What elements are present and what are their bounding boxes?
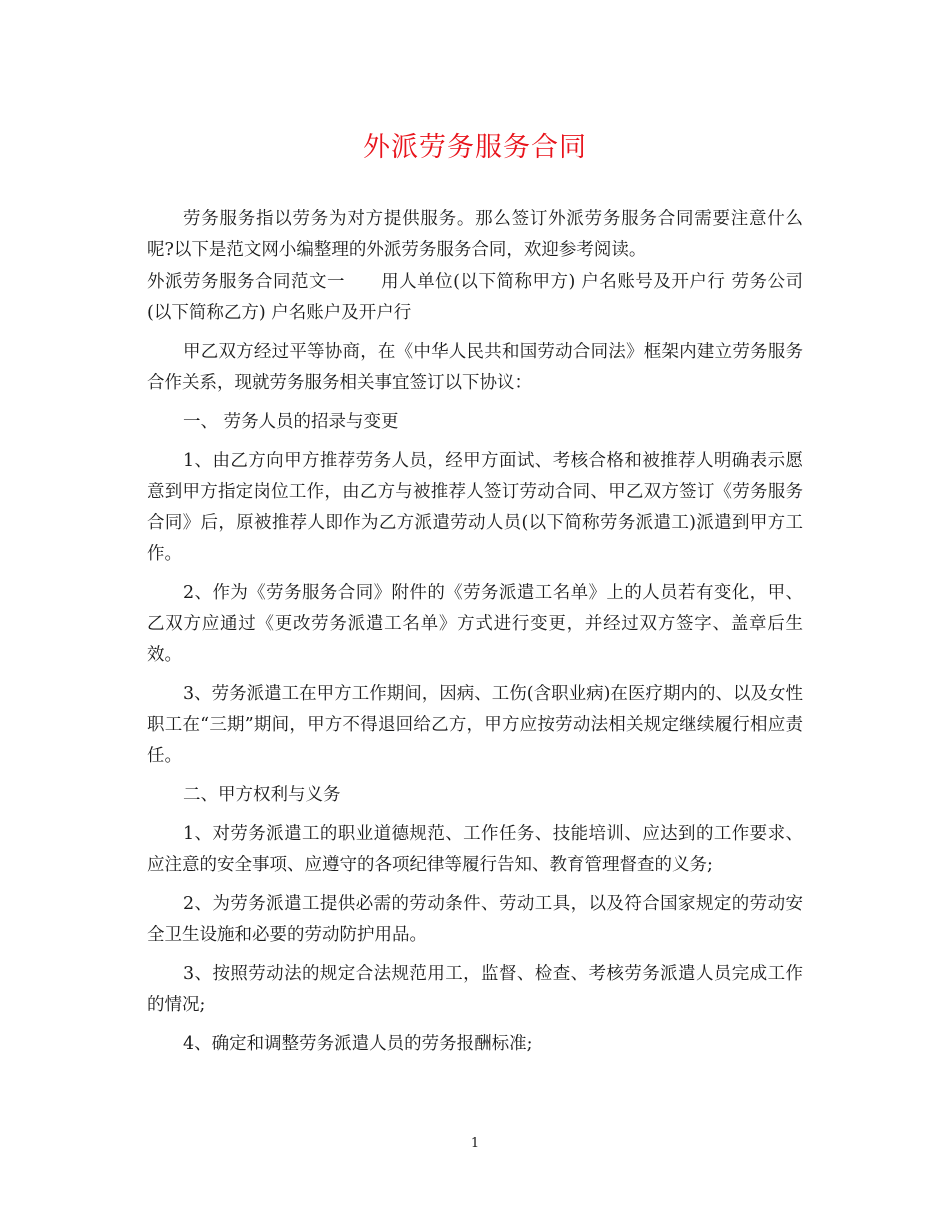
intro-paragraph: 劳务服务指以劳务为对方提供服务。那么签订外派劳务服务合同需要注意什么呢?以下是范文网小编整理的外派劳务服务合同，欢迎参考阅读。 bbox=[147, 209, 803, 260]
clause-1-1: 1、由乙方向甲方推荐劳务人员，经甲方面试、考核合格和被推荐人明确表示愿意到甲方指定岗位工作，由乙方与被推荐人签订劳动合同、甲乙双方签订《劳务服务合同》后，原被推荐人即作为乙方派遣劳动人员(以下简称劳务派遣工)派遣到甲方工作。 bbox=[147, 451, 803, 564]
agreement-paragraph: 甲乙双方经过平等协商，在《中华人民共和国劳动合同法》框架内建立劳务服务合作关系，现就劳务服务相关事宜签订以下协议： bbox=[147, 342, 803, 393]
clause-2-4: 4、确定和调整劳务派遣人员的劳务报酬标准; bbox=[183, 1034, 533, 1054]
page-number: 1 bbox=[470, 1136, 480, 1151]
parties-paragraph: 外派劳务服务合同范文一 用人单位(以下简称甲方) 户名账号及开户行 劳务公司(以下简称乙方) 户名账户及开户行 bbox=[147, 272, 803, 323]
clause-1-2: 2、作为《劳务服务合同》附件的《劳务派遣工名单》上的人员若有变化，甲、乙双方应通过《更改劳务派遣工名单》方式进行变更，并经过双方签字、盖章后生效。 bbox=[147, 583, 803, 665]
clause-2-1: 1、对劳务派遣工的职业道德规范、工作任务、技能培训、应达到的工作要求、应注意的安全事项、应遵守的各项纪律等履行告知、教育管理督查的义务; bbox=[147, 824, 803, 875]
clause-2-3: 3、按照劳动法的规定合法规范用工，监督、检查、考核劳务派遣人员完成工作的情况; bbox=[147, 964, 803, 1015]
clause-2-2: 2、为劳务派遣工提供必需的劳动条件、劳动工具，以及符合国家规定的劳动安全卫生设施和必要的劳动防护用品。 bbox=[147, 894, 803, 945]
clause-1-3: 3、劳务派遣工在甲方工作期间，因病、工伤(含职业病)在医疗期内的、以及女性职工在“三期”期间，甲方不得退回给乙方，甲方应按劳动法相关规定继续履行相应责任。 bbox=[147, 684, 803, 766]
document-title: 外派劳务服务合同 bbox=[363, 132, 587, 163]
section-heading-2: 二、甲方权利与义务 bbox=[183, 785, 341, 805]
document-body bbox=[147, 204, 803, 1060]
section-heading-1: 一、 劳务人员的招录与变更 bbox=[183, 412, 399, 432]
